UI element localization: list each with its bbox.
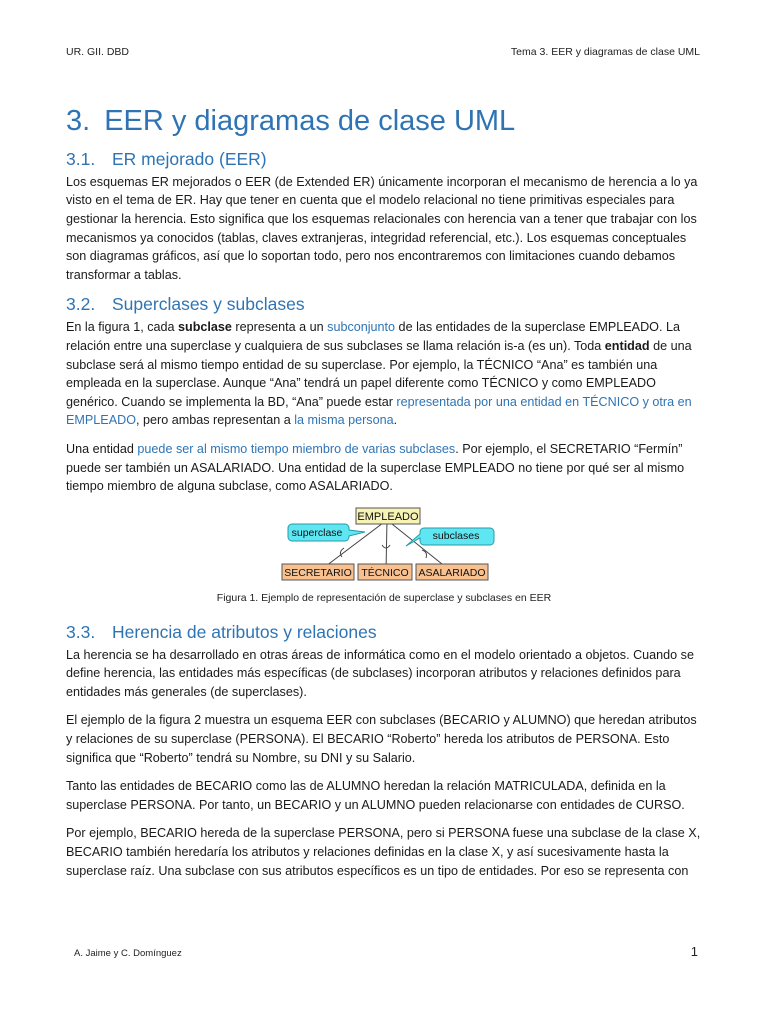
superclass-label: EMPLEADO xyxy=(357,510,419,523)
page-header xyxy=(66,46,700,58)
subclass-label-tecnico: TÉCNICO xyxy=(361,566,409,579)
subclass-label-asalariado: ASALARIADO xyxy=(418,566,486,579)
section-title: ER mejorado (EER) xyxy=(112,148,267,169)
eer-diagram xyxy=(66,506,702,588)
header-right: Tema 3. EER y diagramas de clase UML xyxy=(510,46,700,58)
bold-term: subclase xyxy=(178,320,232,335)
paragraph: El ejemplo de la figura 2 muestra un esquema EER con subclases (BECARIO y ALUMNO) que heredan atributos y relaciones de su superclase (PERSONA). El BECARIO “Roberto” hereda los atributos de PERSONA. Esto significa que “Roberto” tendrá su Nombre, su DNI y su Salario. xyxy=(66,713,697,765)
section-title: Superclases y subclases xyxy=(112,294,305,315)
text-run: de una subclase será al mismo tiempo entidad de su superclase. Por ejemplo, la TÉCNICO “Ana” es también una empleada en la superclase. Aunque “Ana” tendrá un papel diferente como TÉCNICO y como EMPLEADO genérico. Cuando se implementa la BD, “Ana” puede estar xyxy=(66,338,692,409)
page-number: 1 xyxy=(690,944,698,959)
highlighted-term: la misma persona xyxy=(294,413,394,428)
subclass-label-secretario: SECRETARIO xyxy=(284,566,352,579)
text-run: , pero ambas representan a xyxy=(136,413,295,428)
bold-term: entidad xyxy=(604,338,650,353)
section-heading-3-1 xyxy=(66,149,702,170)
text-run: . xyxy=(393,413,398,428)
highlighted-term: representada por una entidad en TÉCNICO y otra en EMPLEADO xyxy=(66,394,692,428)
paragraph: Tanto las entidades de BECARIO como las de ALUMNO heredan la relación MATRICULADA, definida en la superclase PERSONA. Por tanto, un BECARIO y un ALUMNO pueden relacionarse con entidades de CURSO. xyxy=(66,779,685,812)
section-heading-3-3 xyxy=(66,622,702,643)
text-run: Una entidad xyxy=(66,441,138,456)
header-left: UR. GII. DBD xyxy=(66,46,130,58)
section-number: 3.1. xyxy=(66,148,96,169)
callout-superclase-label: superclase xyxy=(291,526,343,539)
document-body xyxy=(66,104,702,890)
figure-1 xyxy=(66,506,702,588)
paragraph: La herencia se ha desarrollado en otras áreas de informática como en el modelo orientado a objetos. Cuando se define herencia, las entidades más específicas (de subclases) incorporan atributos y relaciones definidos para entidades más generales (de superclases). xyxy=(66,647,694,699)
chapter-title-text: EER y diagramas de clase UML xyxy=(104,105,516,137)
page-footer xyxy=(74,944,698,959)
paragraph xyxy=(66,318,702,430)
chapter-number: 3. xyxy=(66,105,91,137)
callout-subclases-label: subclases xyxy=(432,529,480,542)
highlighted-term: subconjunto xyxy=(327,320,396,335)
highlighted-term: puede ser al mismo tiempo miembro de varias subclases xyxy=(137,441,456,456)
paragraph xyxy=(66,440,702,496)
footer-authors: A. Jaime y C. Domínguez xyxy=(74,948,182,959)
text-run: de las entidades de la superclase EMPLEADO. La relación entre una superclase y cualquiera de sus subclases se llama relación is-a (es un). Toda xyxy=(66,320,680,353)
text-run: . Por ejemplo, el SECRETARIO “Fermín” puede ser también un ASALARIADO. Una entidad de la superclase EMPLEADO no tiene por qué ser al mismo tiempo miembro de alguna subclase, como ASALARIADO. xyxy=(66,441,685,494)
text-run: En la figura 1, cada xyxy=(66,320,179,335)
paragraph: Por ejemplo, BECARIO hereda de la superclase PERSONA, pero si PERSONA fuese una subclase de la clase X, BECARIO también heredaría los atributos y relaciones definidas en la clase X, y así sucesivamente hasta la superclase raíz. Una subclase con sus atributos específicos es un tipo de entidades. Por eso se representa con xyxy=(66,826,701,878)
section-number: 3.3. xyxy=(66,621,96,642)
section-heading-3-2 xyxy=(66,294,702,315)
text-run: representa a un xyxy=(231,320,328,335)
figure-caption: Figura 1. Ejemplo de representación de superclase y subclases en EER xyxy=(216,591,552,604)
paragraph: Los esquemas ER mejorados o EER (de Extended ER) únicamente incorporan el mecanismo de herencia a lo ya visto en el tema de ER. Hay que tener en cuenta que el modelo relacional no tiene primitivas especiales para gestionar la herencia. Esto significa que los esquemas relacionales con herencia van a tener que trabajar con los mecanismos ya conocidos (tablas, claves extranjeras, integridad referencial, etc.). Los esquemas conceptuales son diagramas gráficos, así que lo soportan todo, pero nos encontraremos con limitaciones cuando debamos transformar a tablas. xyxy=(66,174,698,282)
chapter-title xyxy=(66,104,702,139)
section-title: Herencia de atributos y relaciones xyxy=(112,621,377,642)
section-number: 3.2. xyxy=(66,294,96,315)
